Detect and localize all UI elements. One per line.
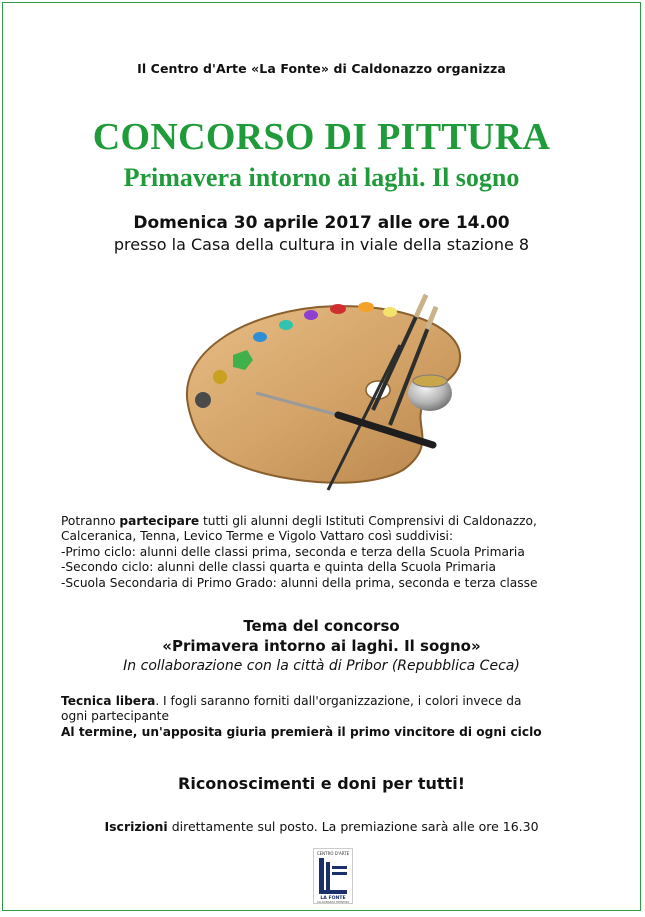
la-fonte-logo-icon: [313, 848, 353, 904]
event-date: Domenica 30 aprile 2017 alle ore 14.00: [133, 213, 510, 233]
event-place: presso la Casa della cultura in viale della stazione 8: [113, 235, 530, 254]
palette-illustration-icon: [168, 285, 468, 495]
registration-rest: direttamente sul posto. La premiazione sarà alle ore 16.30: [167, 819, 539, 834]
theme-heading: Tema del concorso: [243, 617, 400, 635]
technique-rest: . I fogli saranno forniti dall'organizzazione, i colori invece da: [155, 694, 522, 708]
cycle-item: -Scuola Secondaria di Primo Grado: alunni della prima, seconda e terza classe: [61, 575, 538, 590]
participation-line2: Calceranica, Tenna, Levico Terme e Vigolo Vattaro così suddivisi:: [61, 529, 454, 544]
logo-name: LA FONTE: [320, 896, 346, 901]
theme-title: «Primavera intorno ai laghi. Il sogno»: [162, 637, 481, 655]
collaboration-note: In collaborazione con la città di Pribor (Repubblica Ceca): [123, 658, 520, 674]
logo-caption: CALDONAZZO TRENTINO: [316, 901, 350, 904]
participation-text: [61, 514, 621, 591]
technique-text: [61, 694, 621, 740]
poster-subtitle: Primavera intorno ai laghi. Il sogno: [123, 163, 520, 192]
jury-note: Al termine, un'apposita giuria premierà il primo vincitore di ogni ciclo: [61, 724, 542, 739]
poster-page: [2, 2, 641, 911]
technique-bold: Tecnica libera: [61, 694, 156, 708]
cycle-item: -Primo ciclo: alunni delle classi prima, seconda e terza della Scuola Primaria: [61, 544, 525, 559]
participation-bold: partecipare: [119, 514, 200, 528]
logo-top-text: CENTRO D'ARTE: [316, 851, 350, 856]
rewards-line: Riconoscimenti e doni per tutti!: [178, 774, 465, 793]
registration-bold: Iscrizioni: [104, 819, 168, 834]
organizer-line: Il Centro d'Arte «La Fonte» di Caldonazzo organizza: [137, 61, 506, 76]
participation-rest: tutti gli alunni degli Istituti Comprensivi di Caldonazzo,: [199, 514, 537, 528]
registration-line: [3, 819, 640, 834]
participation-prefix: Potranno: [61, 514, 120, 528]
technique-line2: ogni partecipante: [61, 709, 169, 724]
cycle-item: -Secondo ciclo: alunni delle classi quarta e quinta della Scuola Primaria: [61, 560, 496, 575]
poster-title: CONCORSO DI PITTURA: [92, 116, 551, 158]
